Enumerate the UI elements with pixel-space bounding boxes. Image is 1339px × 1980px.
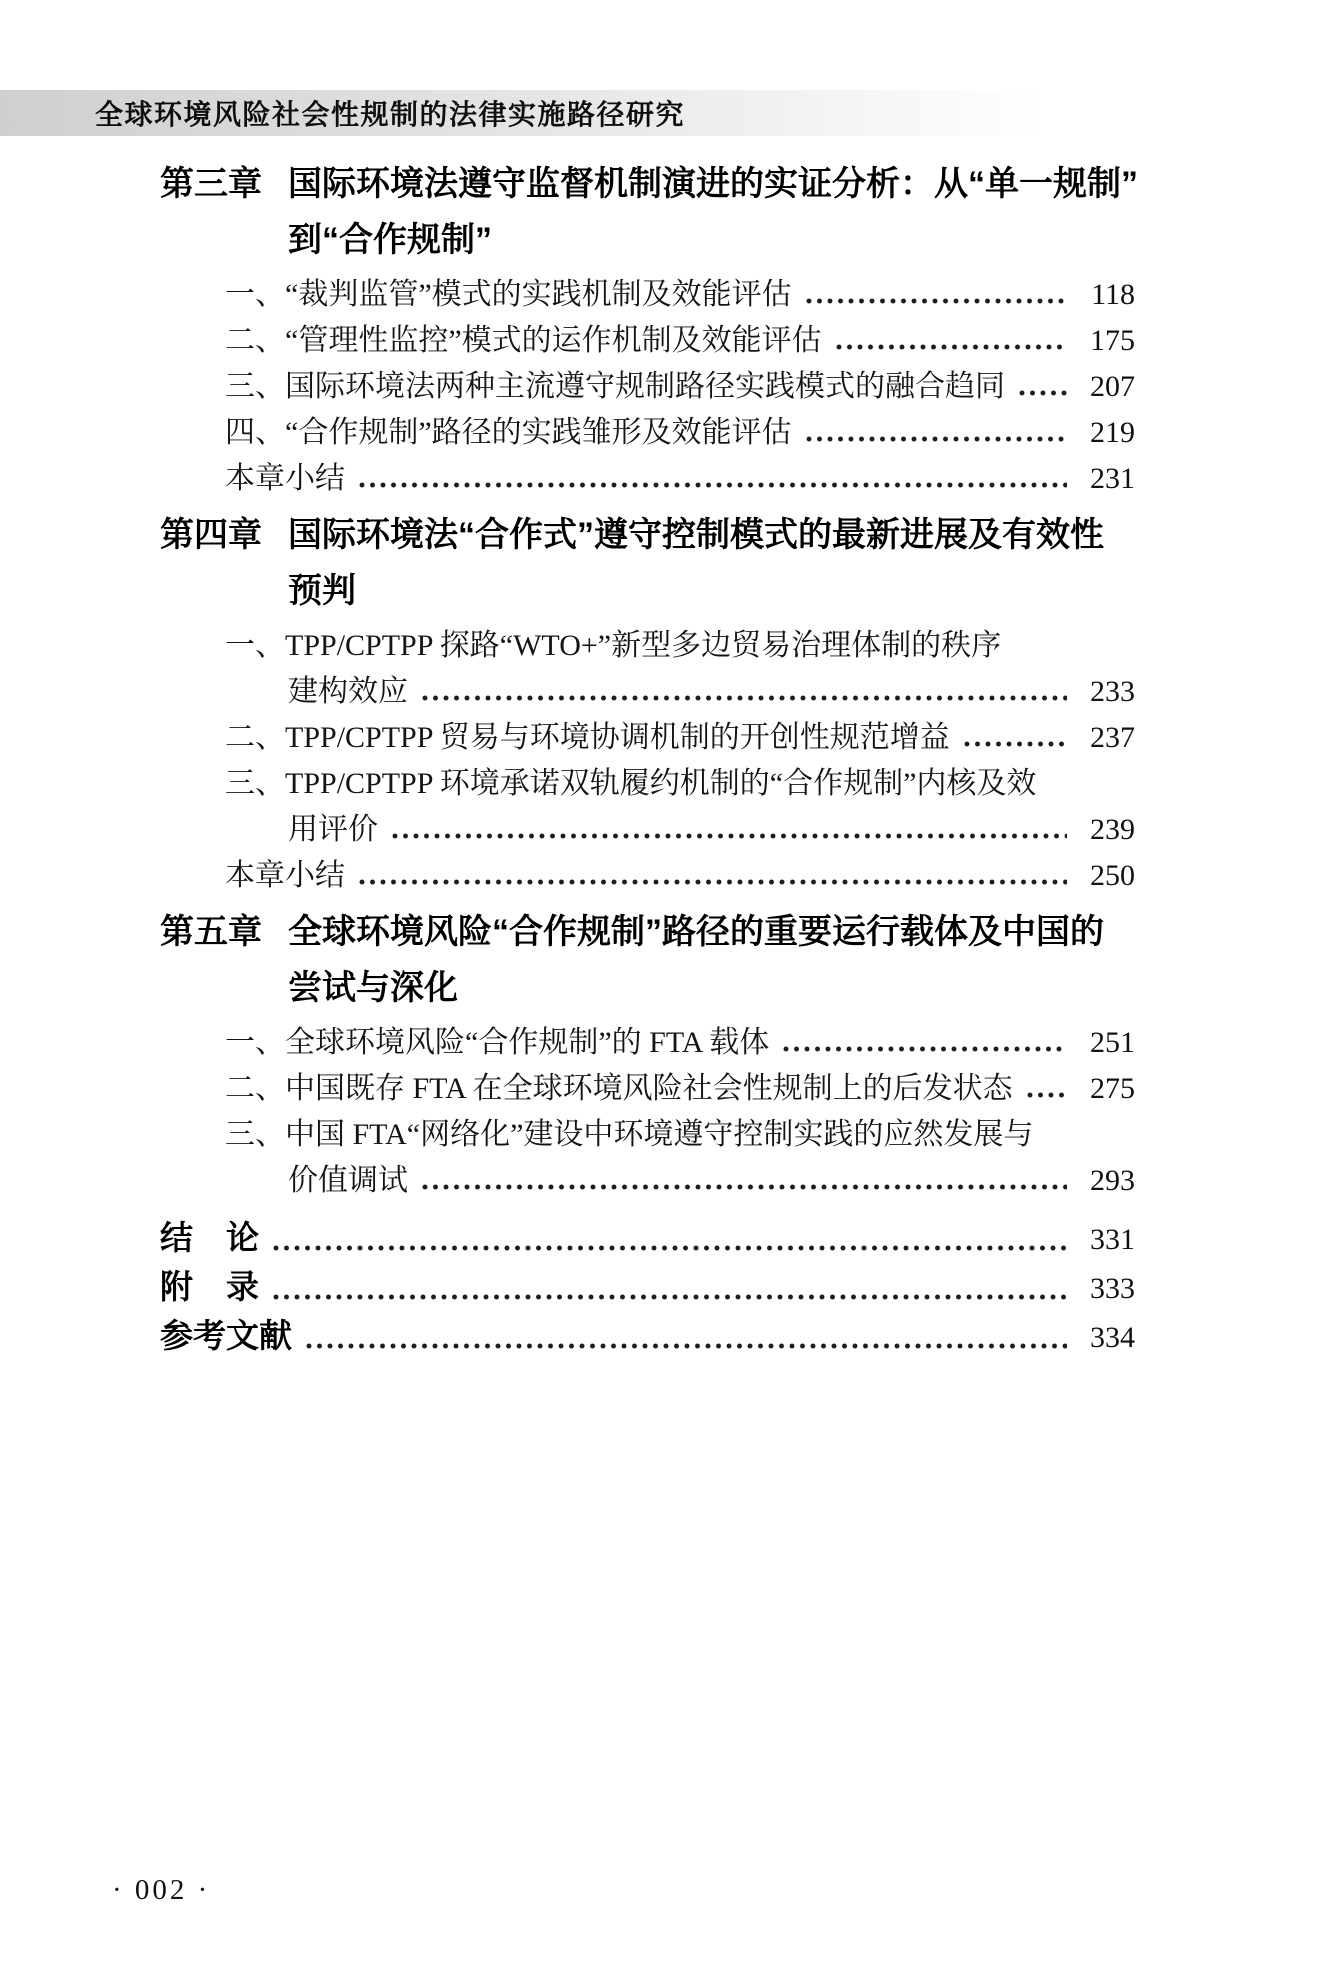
toc-item-page: 118 xyxy=(1091,278,1135,311)
toc-item-page: 231 xyxy=(1090,462,1135,495)
toc-item-text: 二、“管理性监控”模式的运作机制及效能评估 xyxy=(225,324,822,357)
toc-item-page: 251 xyxy=(1090,1026,1135,1059)
toc-item-text: 价值调试 xyxy=(288,1164,408,1197)
chapter-5-title-line2: 尝试与深化 xyxy=(288,969,458,1007)
toc-item-page: 219 xyxy=(1090,416,1135,449)
toc-item xyxy=(225,324,1135,357)
chapter-3-title-line2: 到“合作规制” xyxy=(288,221,492,259)
toc-item xyxy=(225,278,1135,311)
toc-item-page: 237 xyxy=(1090,721,1135,754)
chapter-3-block xyxy=(160,164,1138,495)
dot-leader xyxy=(783,1046,1067,1052)
dot-leader xyxy=(1027,1092,1067,1098)
running-header-band xyxy=(0,90,1339,136)
running-header-title: 全球环境风险社会性规制的法律实施路径研究 xyxy=(95,99,686,130)
toc-item xyxy=(225,721,1135,754)
toc-item xyxy=(225,1026,1135,1059)
page-folio: · 002 · xyxy=(112,1874,211,1906)
chapter-4-title-text: 国际环境法“合作式”遵守控制模式的最新进展及有效性 xyxy=(288,516,1104,554)
toc-item-page: 175 xyxy=(1090,324,1135,357)
toc-item-text: 四、“合作规制”路径的实践雏形及效能评估 xyxy=(225,416,792,449)
chapter-4-title-line1 xyxy=(160,515,1135,555)
toc-item-continuation xyxy=(288,675,1135,708)
chapter-5-items xyxy=(160,1026,1135,1197)
toc-item-line1 xyxy=(225,1118,1135,1151)
dot-leader xyxy=(273,1294,1067,1300)
toc-item-text: 一、“裁判监管”模式的实践机制及效能评估 xyxy=(225,278,792,311)
toc-item-summary xyxy=(225,462,1135,495)
back-matter-item-references xyxy=(160,1317,1135,1356)
dot-leader xyxy=(359,482,1067,488)
back-matter-item-appendix xyxy=(160,1268,1135,1307)
toc-item-continuation xyxy=(288,813,1135,846)
toc-content xyxy=(160,164,1138,1356)
back-matter-page: 331 xyxy=(1090,1223,1135,1256)
back-matter-block xyxy=(160,1219,1135,1356)
dot-leader xyxy=(306,1343,1067,1349)
dot-leader xyxy=(422,695,1067,701)
chapter-4-block xyxy=(160,515,1135,892)
chapter-4-label: 第四章 xyxy=(160,516,262,554)
toc-item-text: 三、TPP/CPTPP 环境承诺双轨履约机制的“合作规制”内核及效 xyxy=(225,767,1037,800)
toc-item-page: 233 xyxy=(1090,675,1135,708)
toc-item-page: 239 xyxy=(1090,813,1135,846)
toc-item-summary xyxy=(225,859,1135,892)
chapter-3-title-line1 xyxy=(160,164,1138,204)
dot-leader xyxy=(422,1184,1067,1190)
chapter-5-title-text: 全球环境风险“合作规制”路径的重要运行载体及中国的 xyxy=(288,913,1104,951)
dot-leader xyxy=(836,344,1067,350)
back-matter-item-conclusion xyxy=(160,1219,1135,1258)
toc-item-text: 一、全球环境风险“合作规制”的 FTA 载体 xyxy=(225,1026,770,1059)
chapter-4-items xyxy=(160,629,1135,892)
toc-item-text: 二、TPP/CPTPP 贸易与环境协调机制的开创性规范增益 xyxy=(225,721,950,754)
back-matter-page: 334 xyxy=(1090,1321,1135,1354)
dot-leader xyxy=(1019,390,1067,396)
dot-leader xyxy=(964,741,1067,747)
toc-item-text: 用评价 xyxy=(288,813,378,846)
toc-item-text: 三、中国 FTA“网络化”建设中环境遵守控制实践的应然发展与 xyxy=(225,1118,1034,1151)
back-matter-title: 参考文献 xyxy=(160,1317,292,1354)
chapter-5-title-line1 xyxy=(160,912,1135,952)
toc-item-text: 建构效应 xyxy=(288,675,408,708)
toc-page xyxy=(0,90,1339,1906)
toc-item-text: 本章小结 xyxy=(225,859,345,892)
toc-item-text: 二、中国既存 FTA 在全球环境风险社会性规制上的后发状态 xyxy=(225,1072,1013,1105)
chapter-3-title-text: 国际环境法遵守监督机制演进的实证分析：从“单一规制” xyxy=(288,165,1138,203)
dot-leader xyxy=(806,298,1067,304)
chapter-5-label: 第五章 xyxy=(160,913,262,951)
chapter-3-items xyxy=(160,278,1135,495)
toc-item xyxy=(225,1072,1135,1105)
toc-item-line1 xyxy=(225,767,1135,800)
dot-leader xyxy=(806,436,1067,442)
back-matter-title: 附 录 xyxy=(160,1268,259,1305)
toc-item-page: 275 xyxy=(1090,1072,1135,1105)
back-matter-title: 结 论 xyxy=(160,1219,259,1256)
toc-item-page: 207 xyxy=(1090,370,1135,403)
toc-item xyxy=(225,370,1135,403)
dot-leader xyxy=(273,1245,1067,1251)
chapter-5-block xyxy=(160,912,1135,1197)
toc-item-text: 本章小结 xyxy=(225,462,345,495)
toc-item xyxy=(225,416,1135,449)
back-matter-page: 333 xyxy=(1090,1272,1135,1305)
toc-item-page: 293 xyxy=(1090,1164,1135,1197)
chapter-3-label: 第三章 xyxy=(160,165,262,203)
chapter-4-title-line2: 预判 xyxy=(288,572,356,610)
toc-item-text: 一、TPP/CPTPP 探路“WTO+”新型多边贸易治理体制的秩序 xyxy=(225,629,1002,662)
toc-item-page: 250 xyxy=(1090,859,1135,892)
dot-leader xyxy=(359,879,1067,885)
toc-item-line1 xyxy=(225,629,1135,662)
toc-item-text: 三、国际环境法两种主流遵守规制路径实践模式的融合趋同 xyxy=(225,370,1005,403)
toc-item-continuation xyxy=(288,1164,1135,1197)
dot-leader xyxy=(392,833,1067,839)
